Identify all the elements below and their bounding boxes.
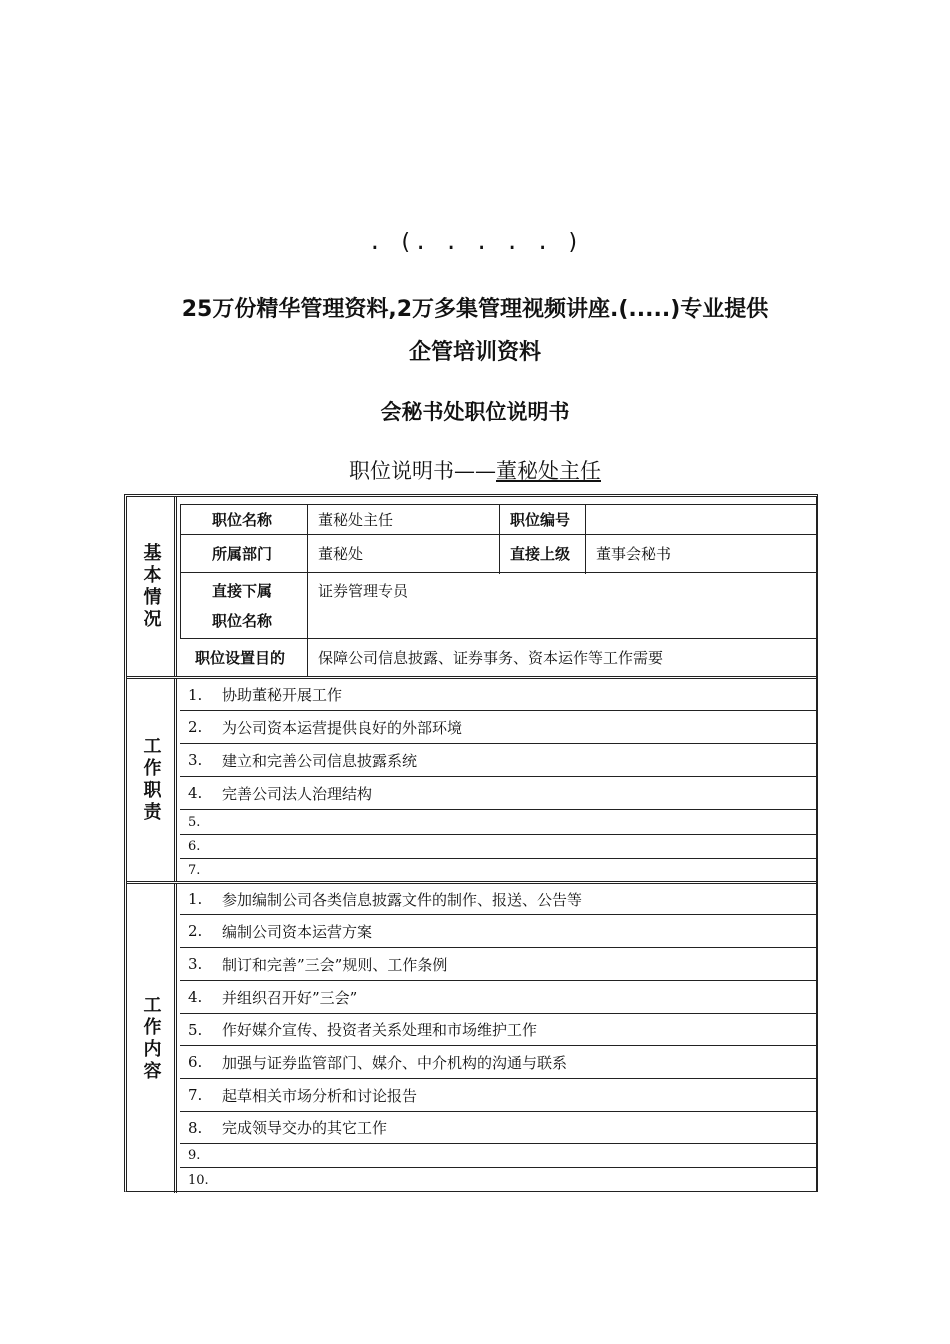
list-item: 4. 并组织召开好”三会”	[180, 981, 816, 1014]
subtitle-position: 董秘处主任	[496, 459, 601, 483]
list-item: 6. 加强与证券监管部门、媒介、中介机构的沟通与联系	[180, 1046, 816, 1079]
list-item: 3. 建立和完善公司信息披露系统	[180, 744, 816, 777]
list-item: 5. 作好媒介宣传、投资者关系处理和市场维护工作	[180, 1014, 816, 1046]
superior-label: 直接上级	[510, 545, 571, 563]
list-item: 1. 参加编制公司各类信息披露文件的制作、报送、公告等	[180, 884, 816, 915]
job-name-value: 董秘处主任	[318, 511, 394, 529]
dept-value: 董秘处	[318, 545, 364, 563]
subtitle-prefix: 职位说明书——	[349, 459, 496, 483]
header-dots: . (. . . . . )	[368, 230, 582, 255]
list-item: 8. 完成领导交办的其它工作	[180, 1112, 816, 1144]
header-line-1: 25万份精华管理资料,2万多集管理视频讲座.(.....)专业提供	[181, 297, 769, 322]
list-item: 1. 协助董秘开展工作	[180, 679, 816, 711]
list-item: 3. 制订和完善”三会”规则、工作条例	[180, 948, 816, 981]
job-code-value	[586, 505, 806, 534]
form-subtitle	[0, 455, 950, 485]
work-content-section	[127, 884, 816, 1193]
job-description-form	[124, 494, 818, 1192]
subordinate-value: 证券管理专员	[318, 581, 409, 600]
subordinate-label-line-1: 直接下属	[212, 581, 273, 600]
duties-section	[127, 679, 816, 884]
job-code-label: 职位编号	[510, 511, 571, 529]
list-item: 6.	[180, 835, 816, 859]
list-item: 4. 完善公司法人治理结构	[180, 777, 816, 810]
subordinate-label-line-2: 职位名称	[212, 611, 273, 630]
document-title: 会秘书处职位说明书	[380, 400, 570, 424]
basic-info-label: 基本情况	[127, 497, 177, 676]
list-item: 7.	[188, 862, 201, 878]
basic-info-section	[127, 497, 816, 679]
purpose-value: 保障公司信息披露、证券事务、资本运作等工作需要	[318, 649, 664, 667]
list-item: 7. 起草相关市场分析和讨论报告	[180, 1079, 816, 1112]
list-item: 10.	[188, 1172, 209, 1188]
list-item: 2. 为公司资本运营提供良好的外部环境	[180, 711, 816, 744]
superior-value: 董事会秘书	[596, 545, 672, 563]
purpose-label: 职位设置目的	[195, 649, 286, 667]
list-item: 2. 编制公司资本运营方案	[180, 915, 816, 948]
dept-label: 所属部门	[212, 545, 273, 563]
header-line-2: 企管培训资料	[408, 340, 541, 365]
job-name-label: 职位名称	[212, 511, 273, 529]
list-item: 5.	[180, 810, 816, 835]
work-content-label: 工作内容	[127, 884, 177, 1193]
list-item: 9.	[180, 1144, 816, 1168]
duties-label: 工作职责	[127, 679, 177, 881]
